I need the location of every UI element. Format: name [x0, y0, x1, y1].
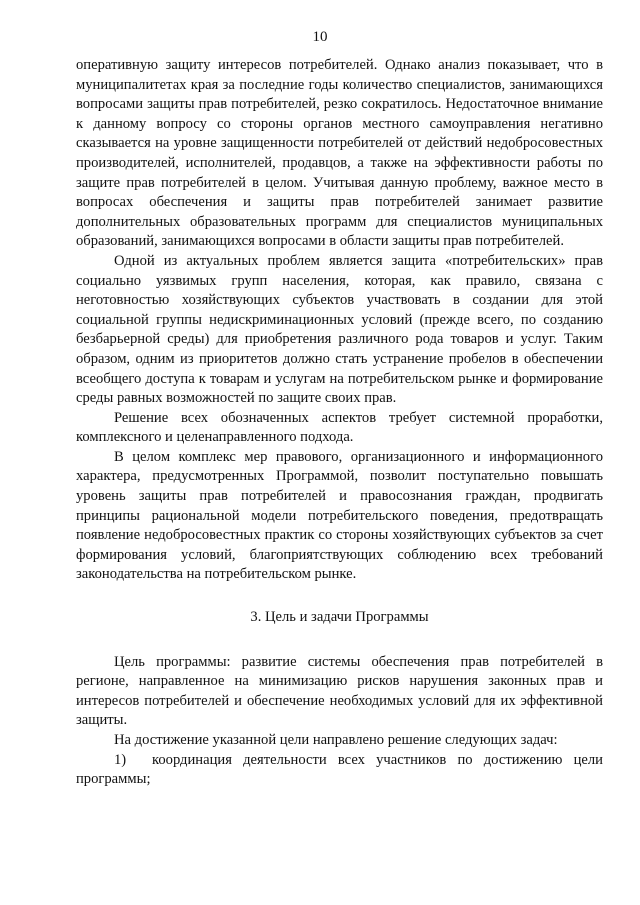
section-heading: 3. Цель и задачи Программы [250, 609, 429, 626]
list-item-text: координация деятельности всех участников по достижению цели программы; [76, 751, 603, 788]
paragraph: оперативную защиту интересов потребителей. Однако анализ показывает, что в муниципалитетах края за последние годы количество специалистов, занимающихся вопросами защиты прав потребителей, резко сократилось. Недостаточное внимание к данному вопросу со стороны органов местного самоуправления негативно сказывается на уровне защищенности потребителей от действий недобросовестных производителей, исполнителей, продавцов, а также на эффективности работы по защите прав потребителей в целом. Учитывая данную проблему, важное место в вопросах обеспечения и защиты прав потребителей занимает развитие дополнительных образовательных программ для специалистов муниципальных образований, занимающихся вопросами в области защиты прав потребителей. [76, 57, 603, 250]
paragraph: Решение всех обозначенных аспектов требует системной проработки, комплексного и целенаправленного подхода. [76, 409, 603, 446]
paragraph: На достижение указанной цели направлено решение следующих задач: [114, 732, 558, 748]
page-number: 10 [312, 29, 328, 45]
list-item [76, 751, 603, 790]
list-item-number: 1) [114, 751, 127, 768]
paragraph: Цель программы: развитие системы обеспечения прав потребителей в регионе, направленное на минимизацию рисков нарушения законных прав и интересов потребителей и обеспечение необходимых условий для их эффективной защиты. [76, 653, 603, 729]
paragraph: В целом комплекс мер правового, организационного и информационного характера, предусмотренных Программой, позволит поступательно повышать уровень защиты прав потребителей и правосознания граждан, продвигать принципы рациональной модели потребительского поведения, предотвращать появление недобросовестных практик со стороны хозяйствующих субъектов за счет формирования условий, благоприятствующих соблюдению всех требований законодательства на потребительском рынке. [76, 448, 603, 583]
paragraph: Одной из актуальных проблем является защита «потребительских» прав социально уязвимых групп населения, которая, как правило, связана с неготовностью хозяйствующих субъектов участвовать в создании для этой социальной группы недискриминационных условий (прежде всего, по созданию безбарьерной среды) для приобретения различного рода товаров и услуг. Таким образом, одним из приоритетов должно стать устранение пробелов в обеспечении всеобщего доступа к товарам и услугам на потребительском рынке и формирование среды равных возможностей по защите своих прав. [76, 252, 603, 407]
document-body [76, 56, 603, 790]
